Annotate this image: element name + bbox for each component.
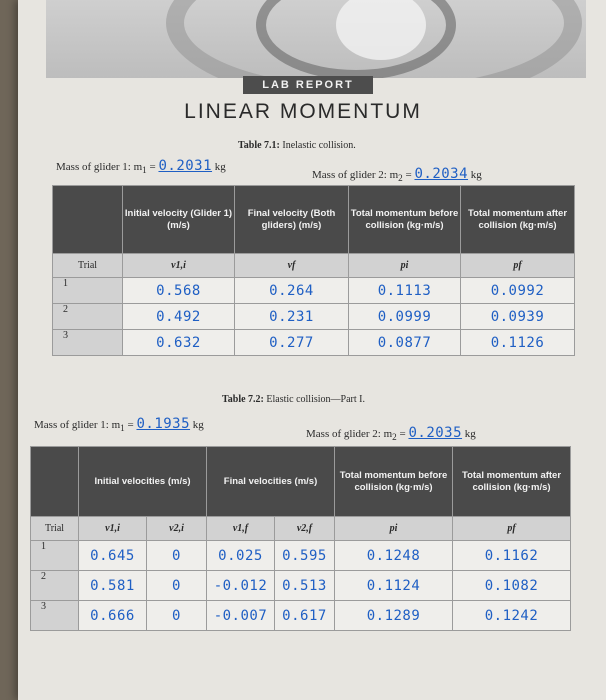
mass1-handwritten: 0.1935 xyxy=(136,416,191,432)
header-momentum-before: Total momentum before collision (kg·m/s) xyxy=(335,447,453,517)
header-initial-velocities: Initial velocities (m/s) xyxy=(79,447,207,517)
table-row xyxy=(53,278,575,304)
inelastic-table xyxy=(52,185,575,356)
value-cell: 0.568 xyxy=(123,278,235,304)
table-row xyxy=(53,330,575,356)
symbol-v2i: v2,i xyxy=(147,517,207,541)
value-cell: 0.025 xyxy=(207,541,275,571)
value-cell: 0.277 xyxy=(235,330,349,356)
page-title: LINEAR MOMENTUM xyxy=(184,100,422,123)
value-cell: 0.1113 xyxy=(349,278,461,304)
value-cell: 0.0999 xyxy=(349,304,461,330)
trial-number: 1 xyxy=(31,541,79,571)
value-cell: 0.492 xyxy=(123,304,235,330)
header-initial-velocity: Initial velocity (Glider 1) (m/s) xyxy=(123,186,235,254)
value-cell: 0.0992 xyxy=(461,278,575,304)
table1-mass2: Mass of glider 2: $m_2 = 0.2034$ kg xyxy=(312,166,482,184)
value-cell: 0 xyxy=(147,601,207,631)
trial-label: Trial xyxy=(31,517,79,541)
table-row xyxy=(31,541,571,571)
table1-caption: Table 7.1: Inelastic collision. xyxy=(238,140,356,151)
header-momentum-before: Total momentum before collision (kg·m/s) xyxy=(349,186,461,254)
symbol-v1i: v1,i xyxy=(79,517,147,541)
symbol-pf: pf xyxy=(461,254,575,278)
header-momentum-after: Total momentum after collision (kg·m/s) xyxy=(461,186,575,254)
value-cell: 0.0939 xyxy=(461,304,575,330)
value-cell: 0.1162 xyxy=(453,541,571,571)
value-cell: 0.581 xyxy=(79,571,147,601)
value-cell: 0.231 xyxy=(235,304,349,330)
trial-number: 2 xyxy=(53,304,123,330)
value-cell: 0.632 xyxy=(123,330,235,356)
elastic-table xyxy=(30,446,571,631)
table-row xyxy=(31,601,571,631)
table2-mass2: Mass of glider 2: $m_2 = 0.2035$ kg xyxy=(306,425,476,443)
value-cell: -0.012 xyxy=(207,571,275,601)
value-cell: 0.0877 xyxy=(349,330,461,356)
table2-caption: Table 7.2: Elastic collision—Part I. xyxy=(222,394,365,405)
trial-label: Trial xyxy=(53,254,123,278)
trial-number: 3 xyxy=(31,601,79,631)
table2-mass1: Mass of glider 1: $m_1 = 0.1935$ kg xyxy=(34,416,204,434)
value-cell: 0.1248 xyxy=(335,541,453,571)
mass1-handwritten: 0.2031 xyxy=(158,158,213,174)
value-cell: 0.1082 xyxy=(453,571,571,601)
value-cell: 0.645 xyxy=(79,541,147,571)
value-cell: -0.007 xyxy=(207,601,275,631)
value-cell: 0.513 xyxy=(275,571,335,601)
symbol-vf: vf xyxy=(235,254,349,278)
symbol-pi: pi xyxy=(349,254,461,278)
mass2-handwritten: 0.2035 xyxy=(408,425,463,441)
value-cell: 0.1242 xyxy=(453,601,571,631)
header-final-velocities: Final velocities (m/s) xyxy=(207,447,335,517)
table-row xyxy=(31,571,571,601)
value-cell: 0.595 xyxy=(275,541,335,571)
symbol-v1f: v1,f xyxy=(207,517,275,541)
value-cell: 0 xyxy=(147,571,207,601)
value-cell: 0.617 xyxy=(275,601,335,631)
trial-number: 3 xyxy=(53,330,123,356)
symbol-pf: pf xyxy=(453,517,571,541)
value-cell: 0.1124 xyxy=(335,571,453,601)
value-cell: 0.666 xyxy=(79,601,147,631)
value-cell: 0.264 xyxy=(235,278,349,304)
header-final-velocity: Final velocity (Both gliders) (m/s) xyxy=(235,186,349,254)
table-row xyxy=(53,304,575,330)
header-photo xyxy=(46,0,586,78)
symbol-v2f: v2,f xyxy=(275,517,335,541)
mass2-handwritten: 0.2034 xyxy=(414,166,469,182)
table1-mass1: Mass of glider 1: $m_1 = 0.2031$ kg xyxy=(56,158,226,176)
value-cell: 0.1289 xyxy=(335,601,453,631)
lab-report-banner: LAB REPORT xyxy=(243,76,373,94)
value-cell: 0 xyxy=(147,541,207,571)
trial-number: 2 xyxy=(31,571,79,601)
symbol-v1i: v1,i xyxy=(123,254,235,278)
value-cell: 0.1126 xyxy=(461,330,575,356)
trial-number: 1 xyxy=(53,278,123,304)
symbol-pi: pi xyxy=(335,517,453,541)
header-momentum-after: Total momentum after collision (kg·m/s) xyxy=(453,447,571,517)
